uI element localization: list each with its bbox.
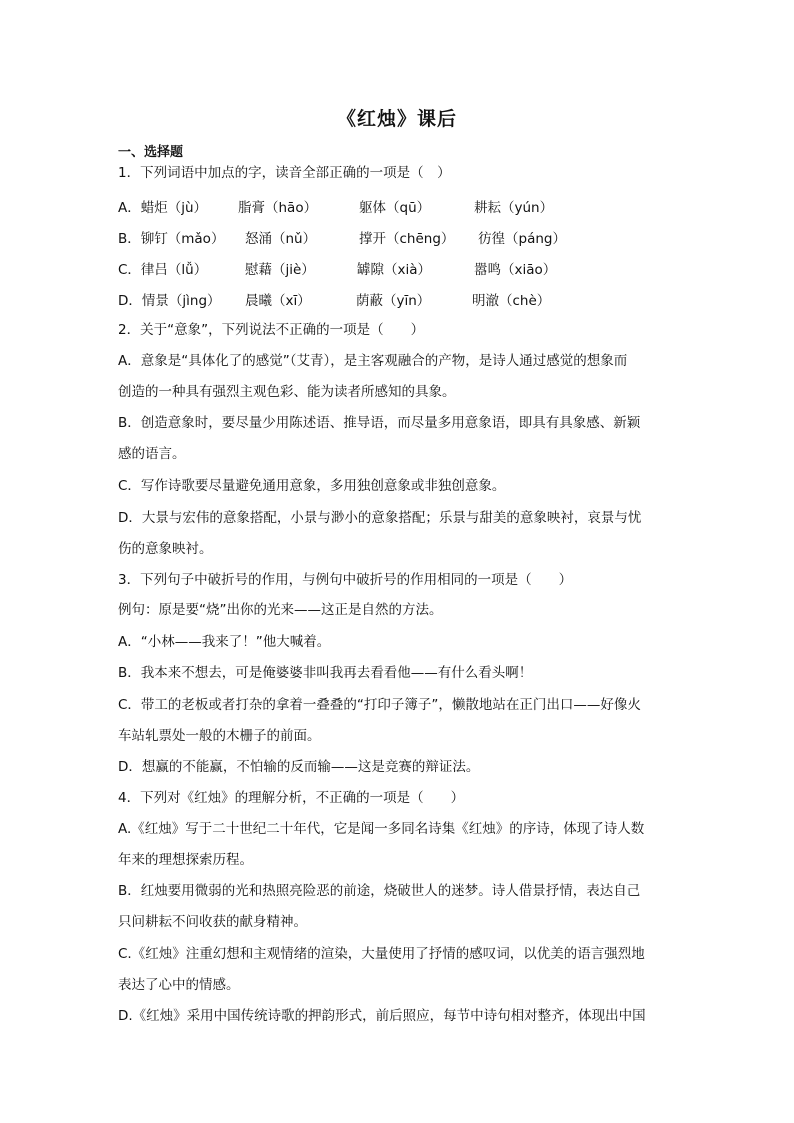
q3-line: D．想赢的不能赢，不怕输的反而输——这是竞赛的辩证法。 <box>118 759 480 775</box>
q3-line: 例句：原是要“烧”出你的光来——这正是自然的方法。 <box>118 602 443 618</box>
q3-line: C．带工的老板或者打杂的拿着一叠叠的“打印子簿子”，懒散地站在正门出口——好像火 <box>118 697 641 713</box>
question-3-stem: 3．下列句子中破折号的作用，与例句中破折号的作用相同的一项是（ ） <box>118 572 573 588</box>
q2-line: C．写作诗歌要尽量避免通用意象，多用独创意象或非独创意象。 <box>118 478 506 494</box>
q2-line: D．大景与宏伟的意象搭配，小景与渺小的意象搭配；乐景与甜美的意象映衬，哀景与忧 <box>118 510 642 526</box>
q4-line: D.《红烛》采用中国传统诗歌的押韵形式，前后照应，每节中诗句相对整齐，体现出中国 <box>118 1008 646 1024</box>
q3-line: B．我本来不想去，可是俺婆婆非叫我再去看看他——有什么看头啊！ <box>118 665 533 681</box>
q1-option-c-1: C．律吕（lǚ） <box>118 262 208 278</box>
q1-option-d-1: D．情景（jìng） <box>118 293 221 309</box>
q4-line: 表达了心中的情感。 <box>118 977 240 993</box>
q1-option-a-1: A．蜡炬（jù） <box>118 200 208 216</box>
q1-option-b-2: 怒涌（nǔ） <box>245 231 317 247</box>
q1-option-a-4: 耕耘（yún） <box>474 200 554 216</box>
q2-line: A．意象是“具体化了的感觉”（艾青），是主客观融合的产物，是诗人通过感觉的想象而 <box>118 353 628 369</box>
q4-line: 年来的理想探索历程。 <box>118 852 253 868</box>
q2-line: 创造的一种具有强烈主观色彩、能为读者所感知的具象。 <box>118 384 456 400</box>
question-2-stem: 2．关于“意象”，下列说法不正确的一项是（ ） <box>118 322 425 338</box>
question-4-stem: 4．下列对《红烛》的理解分析，不正确的一项是（ ） <box>118 790 465 806</box>
q2-line: 伤的意象映衬。 <box>118 541 213 557</box>
q1-option-a-2: 脂膏（hāo） <box>238 200 318 216</box>
q1-option-b-1: B．铆钉（mǎo） <box>118 231 225 247</box>
q1-option-c-4: 嚣鸣（xiāo） <box>474 262 557 278</box>
question-1-stem: 1．下列词语中加点的字，读音全部正确的一项是（ ） <box>118 165 451 181</box>
q1-option-b-3: 撑开（chēng） <box>359 231 455 247</box>
q3-line: A．“小林——我来了！”他大喊着。 <box>118 634 331 650</box>
q4-line: B．红烛要用微弱的光和热照亮险恶的前途，烧破世人的迷梦。诗人借景抒情，表达自己 <box>118 883 641 899</box>
q4-line: C.《红烛》注重幻想和主观情绪的渲染，大量使用了抒情的感叹词，以优美的语言强烈地 <box>118 946 645 962</box>
q3-line: 车站轧票处一般的木栅子的前面。 <box>118 728 321 744</box>
q2-line: B．创造意象时，要尽量少用陈述语、推导语，而尽量多用意象语，即具有具象感、新颖 <box>118 415 641 431</box>
q1-option-d-4: 明澈（chè） <box>472 293 551 309</box>
q4-line: 只问耕耘不问收获的献身精神。 <box>118 914 307 930</box>
q1-option-d-3: 荫蔽（yīn） <box>356 293 431 309</box>
q1-option-c-2: 慰藉（jiè） <box>245 262 315 278</box>
q4-line: A.《红烛》写于二十世纪二十年代，它是闻一多同名诗集《红烛》的序诗，体现了诗人数 <box>118 821 645 837</box>
q1-option-b-4: 彷徨（páng） <box>478 231 566 247</box>
section-heading: 一、选择题 <box>118 145 184 160</box>
q1-option-a-3: 躯体（qū） <box>359 200 431 216</box>
q2-line: 感的语言。 <box>118 446 186 462</box>
page-title: 《红烛》课后 <box>336 108 457 130</box>
q1-option-c-3: 罅隙（xià） <box>357 262 432 278</box>
q1-option-d-2: 晨曦（xī） <box>245 293 311 309</box>
